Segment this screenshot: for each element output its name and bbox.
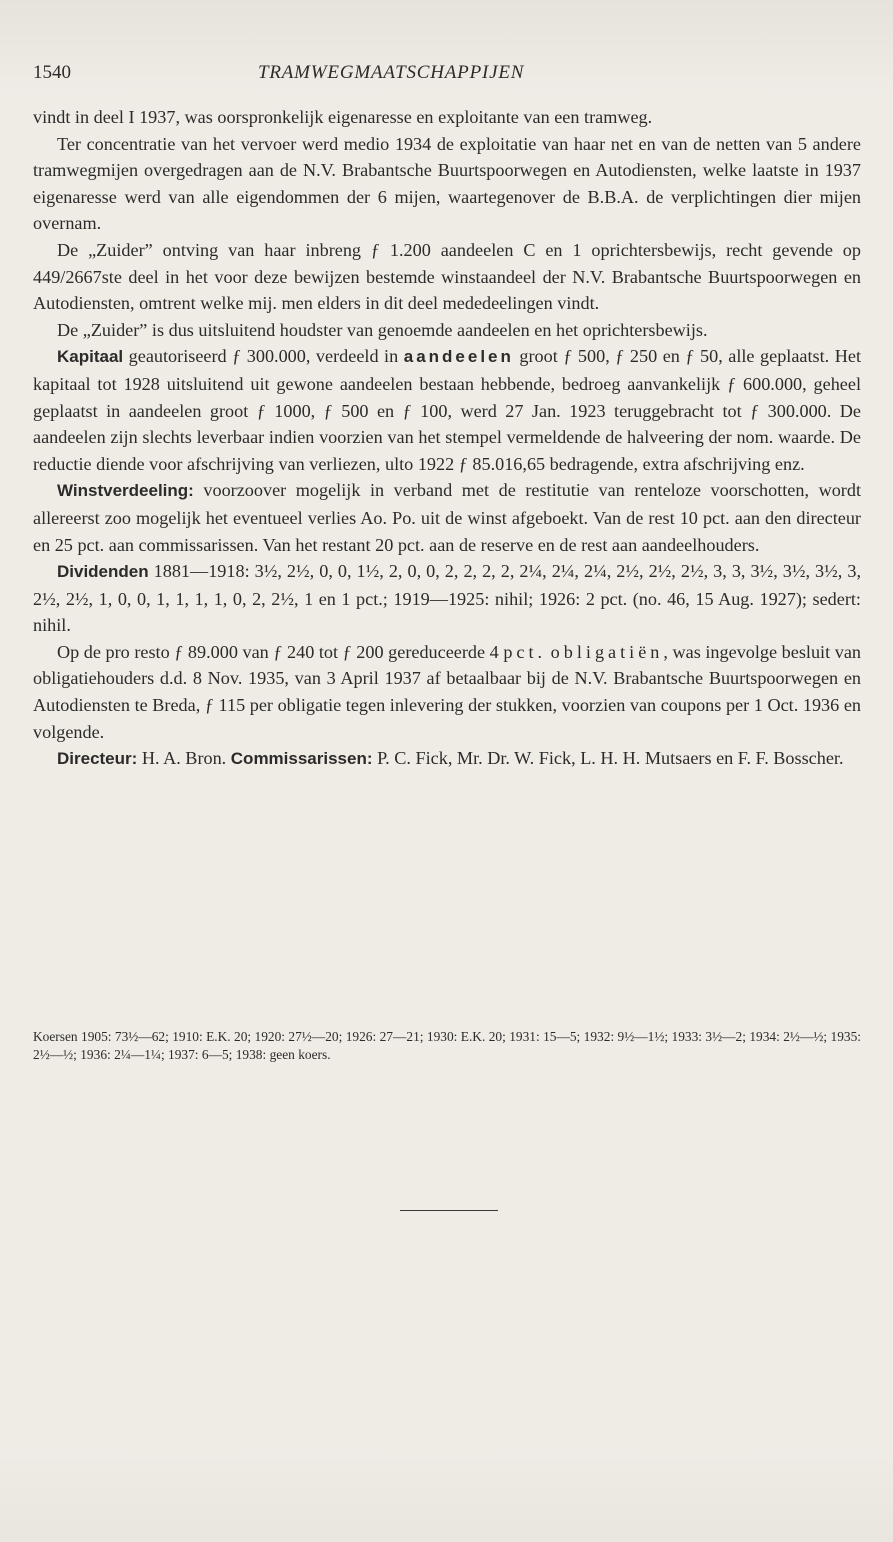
paragraph-obligatien <box>33 639 861 745</box>
directeur-text: H. A. Bron. <box>137 748 231 769</box>
commissarissen-label: Commissarissen: <box>230 749 373 769</box>
article-body <box>33 104 861 773</box>
running-title: TRAMWEGMAATSCHAPPIJEN <box>258 62 525 83</box>
kapitaal-aandeelen-term: aandeelen <box>403 347 514 367</box>
obligatien-term: obligatiën <box>550 641 664 662</box>
paragraph-kapitaal <box>33 343 861 477</box>
paragraph-concentratie: Ter concentratie van het vervoer werd medio 1934 de exploitatie van haar net en van de netten van 5 andere tramwegmijen overgedragen aan de N.V. Brabantsche Buurtspoorwegen en Autodiensten, welke laatste in 1937 eigenaresse werd van alle eigendommen der 6 mijen, waartegenover de B.B.A. de verplichtingen dier mijen overnam. <box>33 133 861 234</box>
kapitaal-text-post: groot ƒ 500, ƒ 250 en ƒ 50, alle geplaatst. Het kapitaal tot 1928 uitsluitend uit gewone aandeelen bestaan hebbende, bedroeg aanvankelijk ƒ 600.000, geheel geplaatst in aandeelen groot ƒ 1000, ƒ 500 en ƒ 100, werd 27 Jan. 1923 teruggebracht tot ƒ 300.000. De aandeelen zijn slechts leverbaar indien voorzien van het stempel vermeldende de halveering der nom. waarde. De reductie diende voor afschrijving van verliezen, ulto 1922 ƒ 85.016,65 bedragende, extra afschrijving enz. <box>33 346 861 474</box>
obligatien-text-pre: Op de pro resto ƒ 89.000 van ƒ 240 tot ƒ 200 gereduceerde 4 <box>57 641 504 662</box>
dividenden-label: Dividenden <box>57 562 149 582</box>
paragraph-bestuur <box>33 745 861 773</box>
dividenden-text: 1881—1918: 3½, 2½, 0, 0, 1½, 2, 0, 0, 2, 2, 2, 2, 2¼, 2¼, 2¼, 2½, 2½, 2½, 3, 3, 3½, 3½, 3½, 3, 2½, 2½, 1, 0, 0, 1, 1, 1, 1, 0, 2, 2½, 1 en 1 pct.; 1919—1925: nihil; 1926: 2 pct. (no. 46, 15 Aug. 1927); sedert: nihil. <box>33 561 861 636</box>
obligatien-pct-term: pct. <box>503 641 547 662</box>
paragraph-intro: vindt in deel I 1937, was oorspronkelijk eigenaresse en exploitante van een tramweg. <box>33 107 653 127</box>
obligatien-text-post: , was ingevolge besluit van obligatiehouders d.d. 8 Nov. 1935, van 3 April 1937 af betaalbaar bij de N.V. Brabantsche Buurtspoorwegen en Autodiensten te Breda, ƒ 115 per obligatie tegen inlevering der stukken, voorzien van coupons per 1 Oct. 1936 en volgende. <box>33 641 861 742</box>
page-number: 1540 <box>33 62 71 83</box>
paragraph-inbreng: De „Zuider” ontving van haar inbreng ƒ 1.200 aandeelen C en 1 oprichtersbewijs, recht gevende op 449/2667ste deel in het voor deze bewijzen bestemde winstaandeel der N.V. Brabantsche Buurtspoorwegen en Autodiensten, omtrent welke mij. men elders in dit deel mededeelingen vindt. <box>33 239 861 314</box>
commissarissen-text: P. C. Fick, Mr. Dr. W. Fick, L. H. H. Mutsaers en F. F. Bosscher. <box>372 748 844 769</box>
directeur-label: Directeur: <box>57 749 138 769</box>
winstverdeeling-text: voorzoover mogelijk in verband met de restitutie van renteloze voorschotten, wordt allereerst zoo mogelijk het eventueel verlies Ao. Po. uit de winst afgeboekt. Van de rest 10 pct. aan den directeur en 25 pct. aan commissarissen. Van het restant 20 pct. aan de reserve en de rest aan aandeelhouders. <box>33 480 861 555</box>
paragraph-winstverdeeling <box>33 477 861 558</box>
paragraph-dividenden <box>33 558 861 639</box>
paragraph-houdster: De „Zuider” is dus uitsluitend houdster van genoemde aandeelen en het oprichtersbewijs. <box>57 319 708 340</box>
kapitaal-label: Kapitaal <box>57 347 124 367</box>
koersen-text: Koersen 1905: 73½—62; 1910: E.K. 20; 1920: 27½—20; 1926: 27—21; 1930: E.K. 20; 1931: 15—5; 1932: 9½—1½; 1933: 3½—2; 1934: 2½—½; 1935: 2½—½; 1936: 2¼—1¼; 1937: 6—5; 1938: geen koers. <box>33 1029 861 1062</box>
kapitaal-text-pre: geautoriseerd ƒ 300.000, verdeeld in <box>123 346 404 367</box>
page-header <box>33 62 861 88</box>
koersen-block <box>33 1028 861 1064</box>
section-divider <box>400 1210 498 1211</box>
winstverdeeling-label: Winstverdeeling: <box>57 481 194 501</box>
